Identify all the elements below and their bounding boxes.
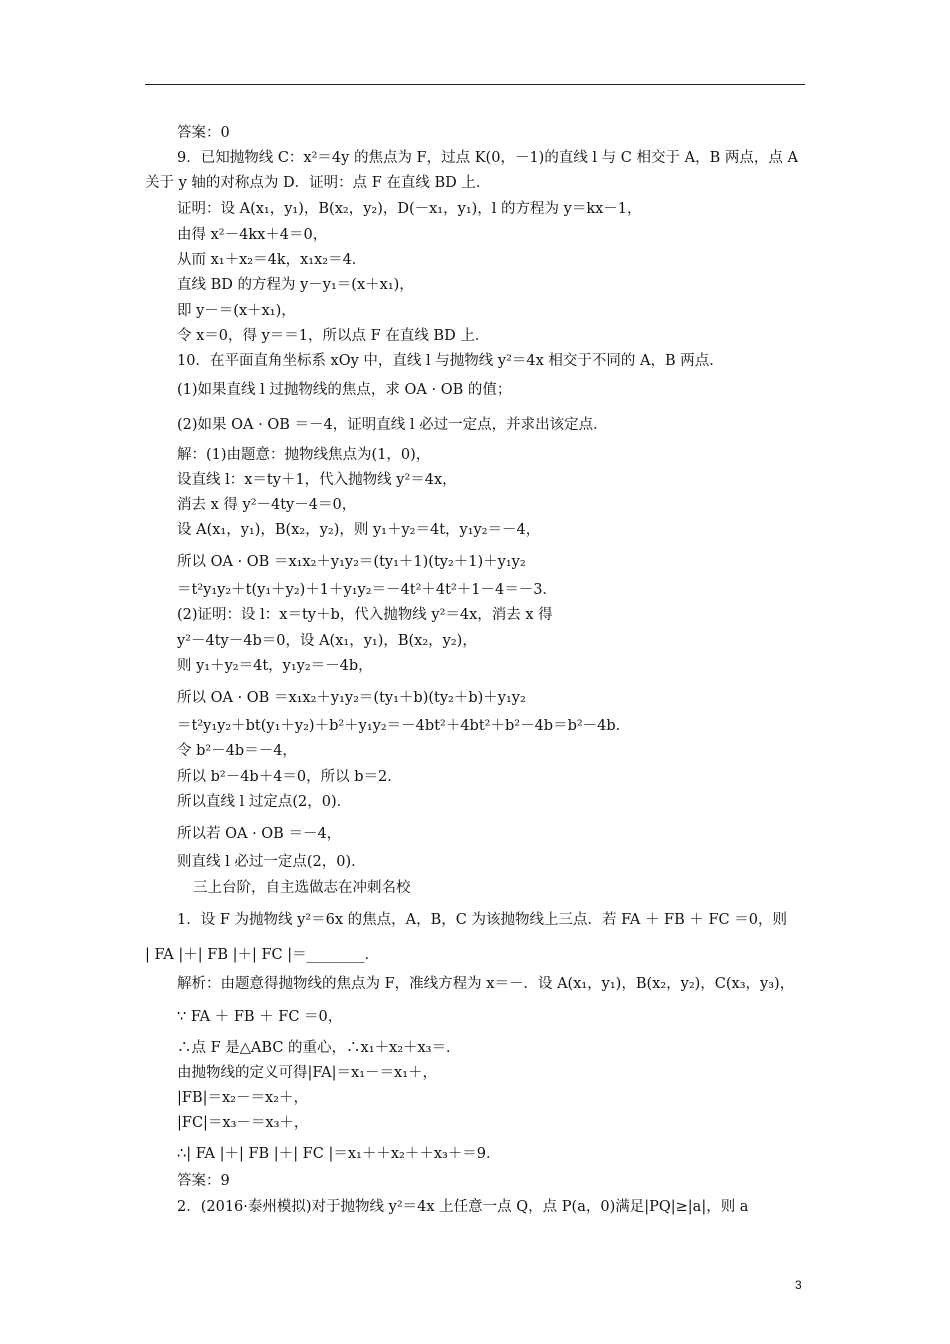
text-line: y²－4ty－4b＝0，设 A(x₁，y₁)，B(x₂，y₂)， (177, 633, 477, 649)
text-line: 9．已知抛物线 C：x²＝4y 的焦点为 F，过点 K(0，－1)的直线 l 与 C 相交于 A，B 两点，点 A (177, 150, 798, 166)
text-line: (2)证明：设 l：x＝ty＋b，代入抛物线 y²＝4x，消去 x 得 (177, 607, 553, 623)
text-line: 答案：0 (177, 125, 230, 141)
text-line: 三上台阶，自主选做志在冲刺名校 (193, 880, 411, 896)
text-line: 2．(2016·泰州模拟)对于抛物线 y²＝4x 上任意一点 Q，点 P(a，0)满足|PQ|≥|a|，则 a (177, 1199, 749, 1215)
text-line: |FC|＝x₃－＝x₃＋， (177, 1115, 309, 1131)
text-line: 由抛物线的定义可得|FA|＝x₁－＝x₁＋， (177, 1065, 438, 1081)
text-line: 则 y₁＋y₂＝4t，y₁y₂＝－4b， (177, 658, 373, 674)
text-line: 令 x＝0，得 y＝＝1，所以点 F 在直线 BD 上． (177, 328, 490, 344)
text-line: | FA |＋| FB |＋| FC |＝________． (145, 947, 380, 963)
text-line: ∵ FA ＋ FB ＋ FC ＝0， (177, 1009, 343, 1025)
text-line: 从而 x₁＋x₂＝4k，x₁x₂＝4． (177, 252, 367, 268)
text-line: ＝t²y₁y₂＋t(y₁＋y₂)＋1＋y₁y₂＝－4t²＋4t²＋1－4＝－3． (177, 582, 557, 598)
text-line: 由得 x²－4kx＋4＝0， (177, 227, 328, 243)
text-line: 关于 y 轴的对称点为 D．证明：点 F 在直线 BD 上． (145, 175, 491, 191)
page-number: 3 (795, 1278, 802, 1292)
text-line: 设直线 l：x＝ty＋1，代入抛物线 y²＝4x， (177, 472, 457, 488)
text-line: 即 y－＝(x＋x₁)， (177, 303, 296, 319)
text-line: (1)如果直线 l 过抛物线的焦点，求 OA · OB 的值； (177, 382, 512, 398)
text-line: 则直线 l 必过一定点(2，0)． (177, 854, 366, 870)
text-line: 直线 BD 的方程为 y－y₁＝(x＋x₁)， (177, 277, 414, 293)
text-line: 令 b²－4b＝－4， (177, 743, 297, 759)
text-line: 消去 x 得 y²－4ty－4＝0， (177, 497, 357, 513)
text-line: 解析：由题意得抛物线的焦点为 F，准线方程为 x＝－．设 A(x₁，y₁)，B(x₂，y₂)，C(x₃，y₃)， (177, 976, 795, 992)
text-line: (2)如果 OA · OB ＝－4，证明直线 l 必过一定点，并求出该定点． (177, 417, 608, 433)
text-line: 证明：设 A(x₁，y₁)，B(x₂，y₂)，D(－x₁，y₁)，l 的方程为 y＝kx－1， (177, 201, 642, 217)
text-line: |FB|＝x₂－＝x₂＋， (177, 1090, 308, 1106)
text-line: ∴| FA |＋| FB |＋| FC |＝x₁＋＋x₂＋＋x₃＋＝9． (177, 1146, 501, 1162)
text-line: 答案：9 (177, 1173, 230, 1189)
text-line: 解：(1)由题意：抛物线焦点为(1，0)， (177, 447, 431, 463)
text-line: 所以 OA · OB ＝x₁x₂＋y₁y₂＝(ty₁＋1)(ty₂＋1)＋y₁y₂ (177, 554, 526, 570)
header-rule (145, 84, 805, 85)
text-line: 所以 b²－4b＋4＝0，所以 b＝2． (177, 769, 402, 785)
text-line: 设 A(x₁，y₁)，B(x₂，y₂)，则 y₁＋y₂＝4t，y₁y₂＝－4， (177, 522, 541, 538)
text-line: 所以 OA · OB ＝x₁x₂＋y₁y₂＝(ty₁＋b)(ty₂＋b)＋y₁y₂ (177, 690, 526, 706)
text-line: 1．设 F 为抛物线 y²＝6x 的焦点，A，B，C 为该抛物线上三点．若 FA ＋ FB ＋ FC ＝0，则 (177, 912, 787, 928)
text-line: 所以直线 l 过定点(2，0)． (177, 794, 352, 810)
text-line: 所以若 OA · OB ＝－4， (177, 826, 342, 842)
text-line: 10．在平面直角坐标系 xOy 中，直线 l 与抛物线 y²＝4x 相交于不同的 A，B 两点． (177, 353, 724, 369)
text-line: ∴点 F 是△ABC 的重心，∴x₁＋x₂＋x₃＝． (177, 1040, 461, 1056)
text-line: ＝t²y₁y₂＋bt(y₁＋y₂)＋b²＋y₁y₂＝－4bt²＋4bt²＋b²－4b＝b²－4b． (177, 718, 631, 734)
